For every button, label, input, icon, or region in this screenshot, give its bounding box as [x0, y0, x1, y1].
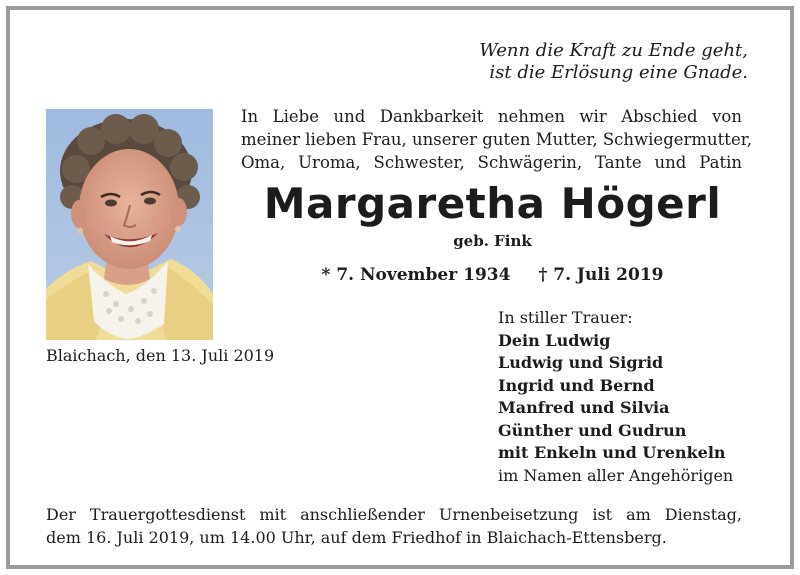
mourners-closing: im Namen aller Angehörigen [498, 465, 734, 485]
birth-name: geb. Fink [453, 232, 532, 250]
life-dates [220, 265, 765, 285]
mourner-name: Manfred und Silvia [498, 398, 670, 417]
place-and-date: Blaichach, den 13. Juli 2019 [46, 346, 275, 365]
portrait-photo [46, 109, 213, 340]
service-line: Der Trauergottesdienst mit anschließender Urnenbeisetzung ist am Dienstag, [46, 505, 742, 524]
deceased-name: Margaretha Högerl [263, 179, 722, 228]
intro-line: Oma, Uroma, Schwester, Schwägerin, Tante und Patin [241, 153, 742, 172]
service-line: dem 16. Juli 2019, um 14.00 Uhr, auf dem Friedhof in Blaichach-Ettensberg. [46, 528, 667, 547]
mourners-list [498, 307, 733, 487]
intro-text [241, 105, 753, 174]
death-date: † 7. Juli 2019 [538, 265, 664, 285]
mourners-heading: In stiller Trauer: [498, 308, 633, 327]
intro-line: meiner lieben Frau, unserer guten Mutter, Schwiegermutter, [241, 130, 753, 149]
motto-line: Wenn die Kraft zu Ende geht, [479, 40, 748, 61]
mourner-name: Dein Ludwig [498, 330, 611, 350]
mourner-name: Ingrid und Bernd [498, 375, 655, 395]
mourner-name: Ludwig und Sigrid [498, 353, 664, 372]
mourner-name: Günther und Gudrun [498, 420, 687, 440]
motto-line: ist die Erlösung eine Gnade. [489, 62, 748, 83]
intro-line: In Liebe und Dankbarkeit nehmen wir Abschied von [241, 107, 742, 126]
motto-quote [479, 40, 748, 84]
funeral-service-info [46, 503, 742, 549]
portrait-illustration [46, 109, 213, 340]
mourner-name: mit Enkeln und Urenkeln [498, 443, 726, 462]
birth-date: * 7. November 1934 [321, 265, 511, 285]
